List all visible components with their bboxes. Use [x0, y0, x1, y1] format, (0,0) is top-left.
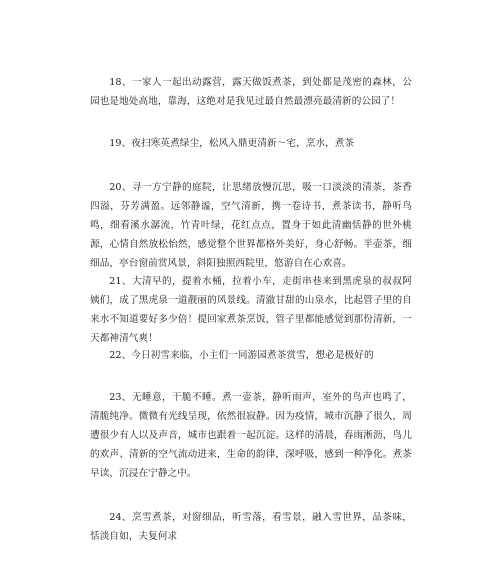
paragraph-number: 22、 — [109, 350, 132, 361]
paragraph-22 — [90, 346, 412, 365]
paragraph-text: 夜扫寒英煮绿尘，松风入鼎更清新〜宅，烹水，煮茶 — [131, 138, 355, 149]
paragraph-number: 18、 — [109, 77, 132, 88]
paragraph-number: 23、 — [109, 392, 132, 403]
paragraph-text: 大清早的，提着水桶，拉着小车，走街串巷来到黑虎泉的叔叔阿姨们，成了黑虎泉一道靓丽的风景线。清澈甘甜的山泉水，比起管子里的自来水不知道要好多少倍！提回家煮茶烹饭，管子里都能感觉到那份清新，一天都神清气爽！ — [90, 276, 412, 344]
paragraph-text: 寻一方宁静的庭院，让思绪放慢沉思，吸一口淡淡的清茶，茶香四溢，芬芳满盈。远邻静谧，空气清新，携一卷诗书，煮茶读书，静听鸟鸣，细看溪水潺流，竹青叶绿，花红点点，置身于如此清幽恬静的世外桃源，心情自然放松怡然，感觉整个世界都格外美好，身心舒畅。半壶茶，细细品，亭台窗前赏风景，斜阳独照西院里，悠游自在心欢喜。 — [90, 182, 412, 269]
paragraph-23 — [90, 388, 412, 483]
paragraph-19 — [90, 134, 412, 153]
paragraph-number: 19、 — [109, 138, 132, 149]
paragraph-24 — [90, 508, 412, 546]
paragraph-number: 20、 — [109, 182, 132, 193]
paragraph-text: 烹雪煮茶，对窗细品，听雪落，看雪景，融入雪世界，品茶味，恬淡自如，夫复何求 — [90, 512, 412, 542]
paragraph-text: 无睡意，干脆不睡。煮一壶茶，静听雨声，室外的鸟声也鸣了，清脆纯净。微微有光线呈现，依然很寂静。因为疫情，城市沉静了很久，周遭很少有人以及声音，城市也跟着一起沉淀。这样的清晨，春雨淅沥，鸟儿的欢声、清新的空气流动进来，生命的韵律，深呼吸，感到一种净化。煮茶早读，沉浸在宁静之中。 — [90, 392, 412, 479]
paragraph-number: 21、 — [109, 276, 132, 287]
paragraph-text: 今日初雪来临，小主们一同游园煮茶赏雪，想必是极好的 — [131, 350, 374, 361]
paragraph-20 — [90, 178, 412, 273]
paragraph-number: 24、 — [109, 512, 132, 523]
paragraph-21 — [90, 272, 412, 348]
paragraph-text: 一家人一起出动露营，露天做饭煮茶，到处都是茂密的森林，公园也是地处高地，靠海，这绝对是我见过最自然最漂亮最清新的公园了！ — [90, 77, 412, 107]
paragraph-18 — [90, 73, 412, 111]
